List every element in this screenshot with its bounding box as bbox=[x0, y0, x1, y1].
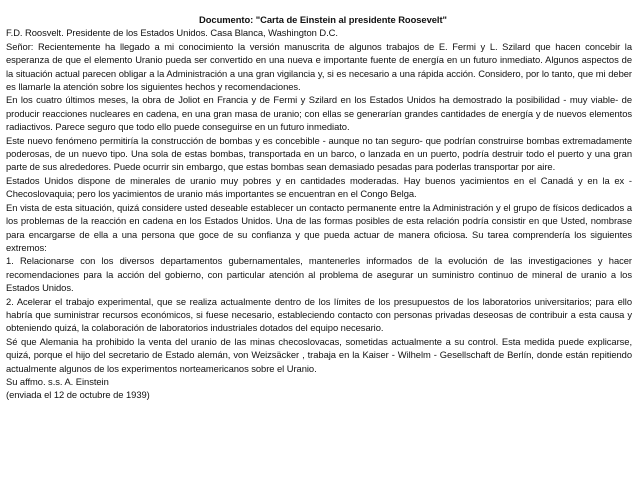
date-note: (enviada el 12 de octubre de 1939) bbox=[6, 389, 150, 401]
addressee-line: F.D. Roosvelt. Presidente de los Estados Unidos. Casa Blanca, Washington D.C. bbox=[6, 27, 338, 39]
list-item-task-2: 2. Acelerar el trabajo experimental, que se realiza actualmente dentro de los límites de los presupuestos de los laboratorios universitarios; para ello habría que suministrar recursos económicos, si fuese necesario, estableciendo contacto con personas privadas deseosas de contribuir a esta causa y obteniendo quizá, la colaboración de laboratorios industriales dotados del equipo necesario. bbox=[6, 295, 632, 334]
paragraph-recommendation: En vista de esta situación, quizá considere usted deseable establecer un contacto permanente entre la Administración y el grupo de físicos dedicados a los problemas de la reacción en cadena en los Estados Unidos. Una de las formas posibles de esta relación podría consistir en que Usted, nombrase para encargarse de ella a una persona que goce de su confianza y que pueda actuar de manera oficiosa. Su tarea comprendería los siguientes extremos: bbox=[6, 201, 632, 253]
document-title: Documento: "Carta de Einstein al presidente Roosevelt" bbox=[199, 14, 447, 25]
paragraph-introduction: Señor: Recientemente ha llegado a mi conocimiento la versión manuscrita de algunos trabajos de E. Fermi y L. Szilard que hacen concebir la esperanza de que el elemento Uranio pueda ser convertido en una nueva e importante fuente de energía en un futuro inmediato. Algunos aspectos de la situación actual parecen obligar a la Administración a una gran vigilancia y, si es necesario a una rápida acción. Considero, por lo tanto, que mi deber es llamarle la atención sobre los siguientes hechos y recomendaciones. bbox=[6, 40, 632, 93]
paragraph-bombs: Este nuevo fenómeno permitiría la construcción de bombas y es concebible - aunque no tan seguro- que podrían construirse bombas extremadamente poderosas, de un nuevo tipo. Una sola de estas bombas, transportada en un barco, o lanzada en un puerto, podría destruir todo el puerto y una gran parte de sus alrededores. Puede ocurrir sin embargo, que estas bombas sean demasiado pesadas para poderlas transportar por aire. bbox=[6, 134, 632, 173]
document-body bbox=[6, 13, 632, 402]
paragraph-uranium-supply: Estados Unidos dispone de minerales de uranio muy pobres y en cantidades moderadas. Hay buenos yacimientos en el Canadá y en la ex - Checoslovaquia; pero los yacimientos de uranio más importantes se encuentran en el Congo Belga. bbox=[6, 174, 632, 200]
paragraph-germany: Sé que Alemania ha prohibido la venta del uranio de las minas checoslovacas, sometidas actualmente a su control. Esta medida puede explicarse, quizá, porque el hijo del secretario de Estado alemán, von Weizsäcker , trabaja en la Kaiser - Wilhelm - Gesellschaft de Berlín, donde están repitiendo actualmente algunos de los experimentos norteamericanos sobre el Uranio. bbox=[6, 335, 632, 374]
list-item-task-1: 1. Relacionarse con los diversos departamentos gubernamentales, mantenerles informados de la evolución de las investigaciones y hacer recomendaciones para la acción del gobierno, con particular atención al problema de asegurar un suministro continuo de mineral de uranio a los Estados Unidos. bbox=[6, 255, 632, 294]
signature-line: Su affmo. s.s. A. Einstein bbox=[6, 375, 109, 387]
paragraph-chain-reaction: En los cuatro últimos meses, la obra de Joliot en Francia y de Fermi y Szilard en los Estados Unidos ha demostrado la posibilidad - muy viable- de producir reacciones nucleares en cadena, en una gran masa de uranio; con ellas se generarían grandes cantidades de energía y de nuevos elementos radiactivos. Parece seguro que todo ello puede conseguirse en un futuro inmediato. bbox=[6, 94, 632, 133]
